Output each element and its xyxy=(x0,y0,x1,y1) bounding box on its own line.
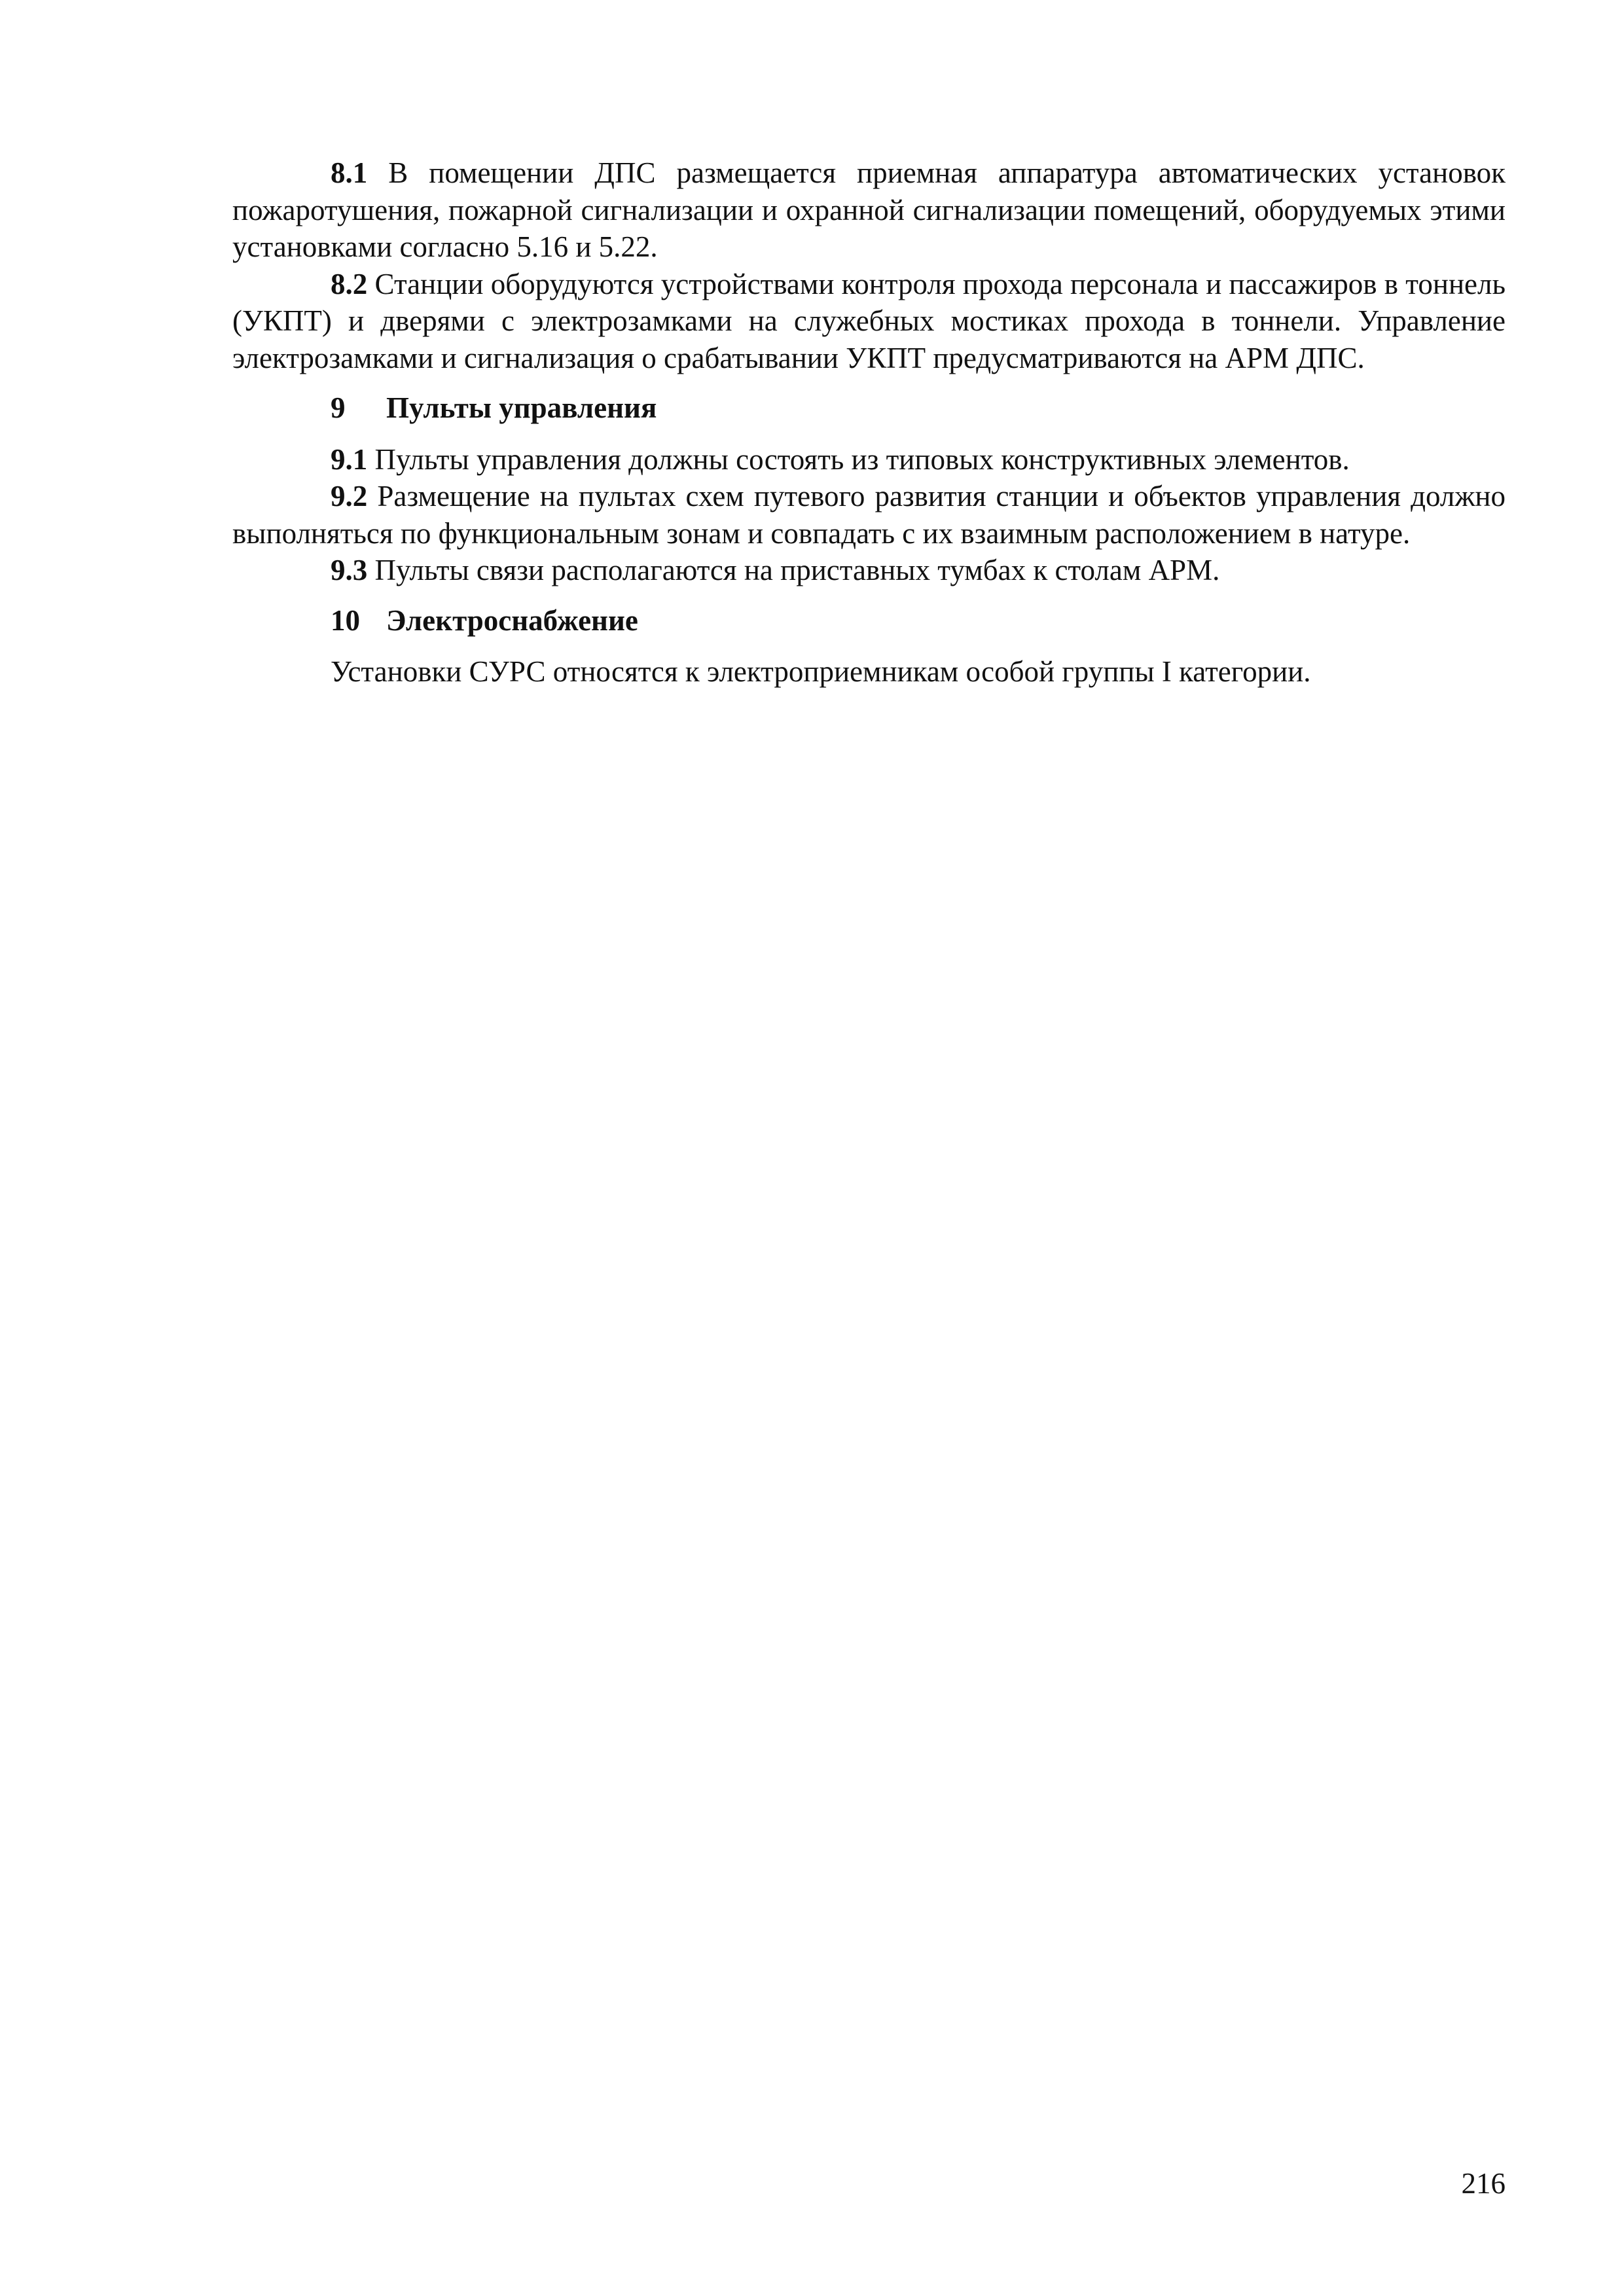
section-heading-10 xyxy=(232,602,1506,639)
document-body xyxy=(232,154,1506,691)
paragraph-text: Станции оборудуются устройствами контроля прохода персонала и пассажиров в тоннель (УКПТ) и дверями с электрозамками на служебных мостиках прохода в тоннели. Управление электрозамками и сигнализация о срабатывании УКПТ предусматриваются на АРМ ДПС. xyxy=(232,267,1506,374)
paragraph-9-3 xyxy=(232,552,1506,589)
section-title: Электроснабжение xyxy=(386,603,638,637)
paragraph-text: Пульты связи располагаются на приставных тумбах к столам АРМ. xyxy=(374,554,1220,586)
section-heading-9 xyxy=(232,389,1506,427)
paragraph-9-1 xyxy=(232,441,1506,478)
page-number: 216 xyxy=(1461,2167,1506,2200)
paragraph-10 xyxy=(232,653,1506,691)
paragraph-text: Установки СУРС относятся к электроприемникам особой группы I категории. xyxy=(331,655,1311,688)
paragraph-text: В помещении ДПС размещается приемная аппаратура автоматических установок пожаротушения, пожарной сигнализации и охранной сигнализации помещений, оборудуемых этими установками согласно 5.16 и 5.22. xyxy=(232,156,1506,263)
paragraph-text: Размещение на пультах схем путевого развития станции и объектов управления должно выполняться по функциональным зонам и совпадать с их взаимным расположением в натуре. xyxy=(232,480,1506,550)
section-number: 9 xyxy=(331,391,346,424)
paragraph-8-2 xyxy=(232,266,1506,377)
paragraph-number: 9.2 xyxy=(331,480,368,512)
paragraph-8-1 xyxy=(232,154,1506,266)
paragraph-number: 9.3 xyxy=(331,554,368,586)
paragraph-number: 9.1 xyxy=(331,442,368,476)
paragraph-number: 8.1 xyxy=(331,156,368,189)
section-title: Пульты управления xyxy=(386,391,657,424)
section-number: 10 xyxy=(331,603,360,637)
paragraph-number: 8.2 xyxy=(331,267,368,300)
paragraph-9-2 xyxy=(232,478,1506,552)
paragraph-text: Пульты управления должны состоять из типовых конструктивных элементов. xyxy=(374,442,1350,476)
